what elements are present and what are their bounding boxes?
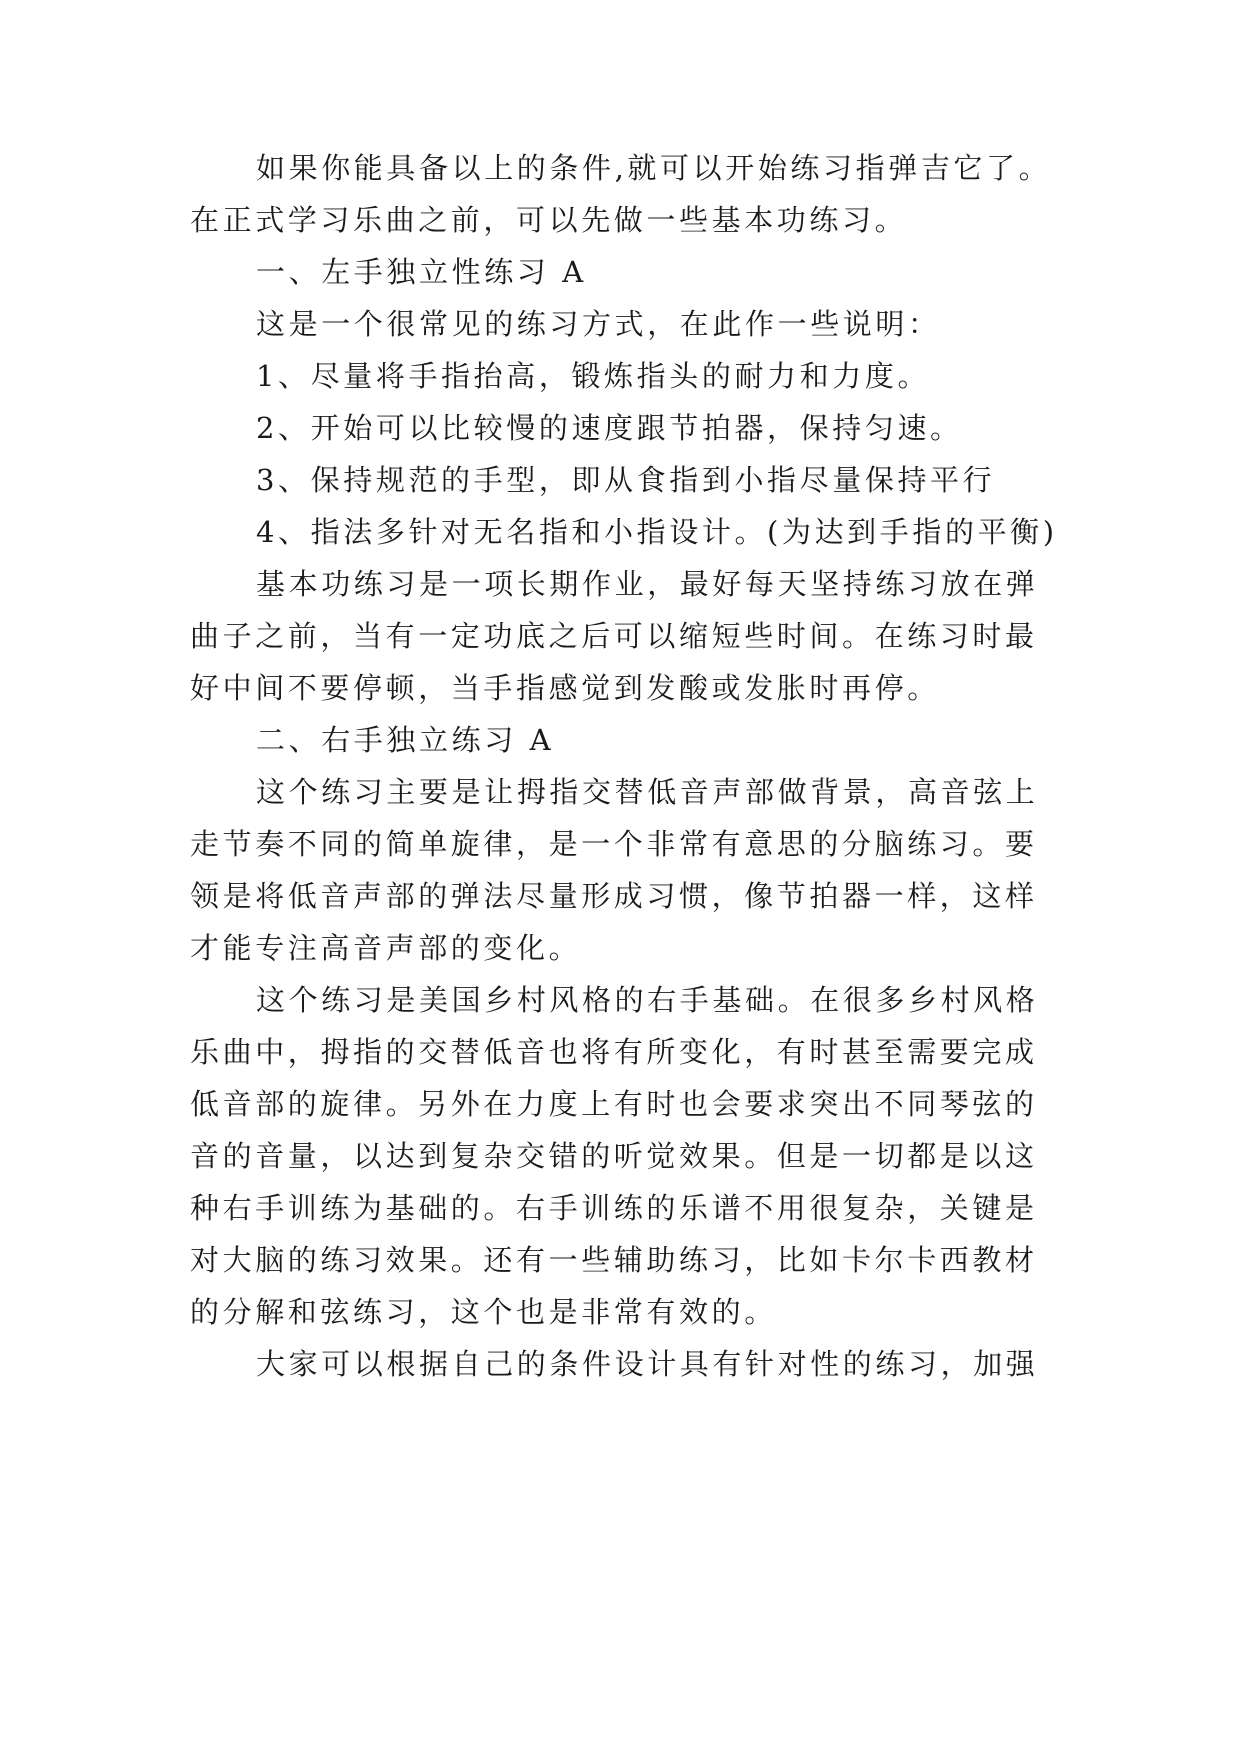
list-item: 1、尽量将手指抬高，锻炼指头的耐力和力度。 <box>256 359 931 393</box>
list-item: 2、开始可以比较慢的速度跟节拍器，保持匀速。 <box>256 411 963 445</box>
paragraph-line: 基本功练习是一项长期作业，最好每天坚持练习放在弹 <box>256 567 1039 601</box>
paragraph-line: 种右手训练为基础的。右手训练的乐谱不用很复杂，关键是 <box>190 1191 1038 1225</box>
list-item: 4、指法多针对无名指和小指设计。(为达到手指的平衡) <box>256 515 1058 549</box>
paragraph-line: 如果你能具备以上的条件,就可以开始练习指弹吉它了。 <box>256 151 1052 185</box>
paragraph-line: 低音部的旋律。另外在力度上有时也会要求突出不同琴弦的 <box>190 1087 1038 1121</box>
section-heading: 二、右手独立练习 A <box>256 723 555 757</box>
paragraph-line: 的分解和弦练习，这个也是非常有效的。 <box>190 1295 777 1329</box>
paragraph-line: 音的音量，以达到复杂交错的听觉效果。但是一切都是以这 <box>190 1139 1038 1173</box>
paragraph-line: 乐曲中，拇指的交替低音也将有所变化，有时甚至需要完成 <box>190 1035 1038 1069</box>
paragraph-line: 在正式学习乐曲之前，可以先做一些基本功练习。 <box>190 203 908 237</box>
paragraph-line: 才能专注高音声部的变化。 <box>190 931 582 965</box>
paragraph-line: 大家可以根据自己的条件设计具有针对性的练习，加强 <box>256 1347 1039 1381</box>
paragraph-line: 领是将低音声部的弹法尽量形成习惯，像节拍器一样，这样 <box>190 879 1038 913</box>
paragraph-line: 好中间不要停顿，当手指感觉到发酸或发胀时再停。 <box>190 671 940 705</box>
paragraph-line: 曲子之前，当有一定功底之后可以缩短些时间。在练习时最 <box>190 619 1038 653</box>
paragraph-line: 对大脑的练习效果。还有一些辅助练习，比如卡尔卡西教材 <box>190 1243 1038 1277</box>
paragraph-line: 走节奏不同的简单旋律，是一个非常有意思的分脑练习。要 <box>190 827 1038 861</box>
section-heading: 一、左手独立性练习 A <box>256 255 587 289</box>
paragraph-line: 这个练习是美国乡村风格的右手基础。在很多乡村风格 <box>256 983 1039 1017</box>
list-item: 3、保持规范的手型，即从食指到小指尽量保持平行 <box>256 463 996 497</box>
paragraph-line: 这个练习主要是让拇指交替低音声部做背景，高音弦上 <box>256 775 1039 809</box>
paragraph-line: 这是一个很常见的练习方式，在此作一些说明： <box>256 307 941 341</box>
